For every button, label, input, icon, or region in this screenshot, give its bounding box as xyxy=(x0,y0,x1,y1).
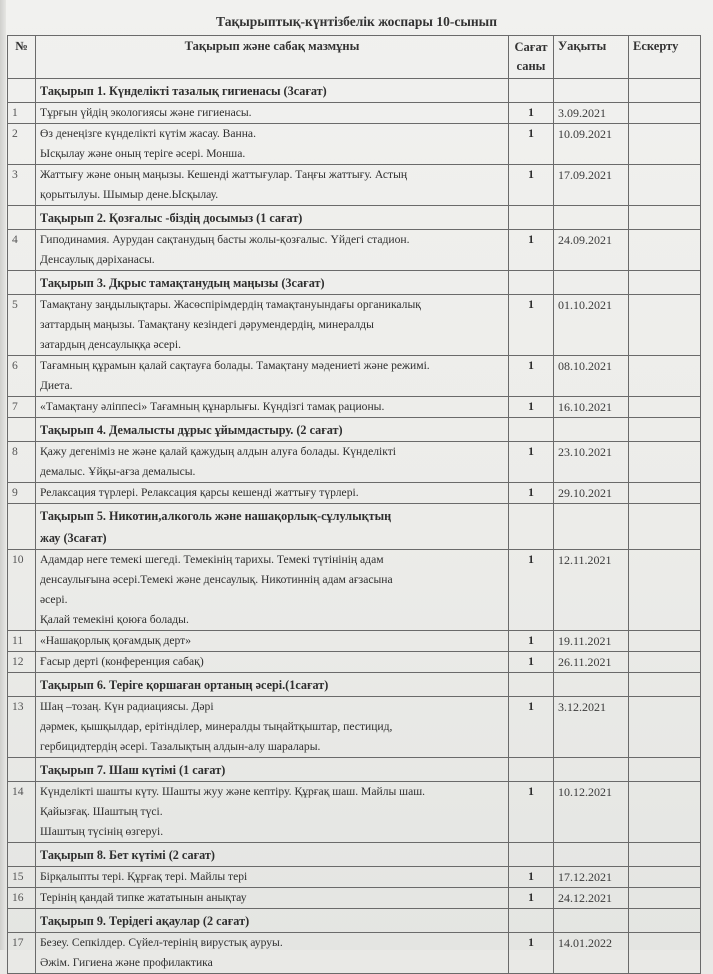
section-hours-cell xyxy=(509,418,554,442)
lesson-hours: 1 xyxy=(509,230,554,271)
lesson-number: 8 xyxy=(8,442,36,483)
section-hours-cell xyxy=(509,79,554,103)
lesson-topic-line: заттардың маңызы. Тамақтану кезіндегі дәрумендердің, минералды xyxy=(40,318,374,331)
lesson-number: 4 xyxy=(8,230,36,271)
lesson-note xyxy=(629,933,701,974)
lesson-row xyxy=(8,697,701,758)
lesson-note xyxy=(629,782,701,843)
lesson-row xyxy=(8,397,701,418)
lesson-topic xyxy=(36,295,509,356)
document-title: Тақырыптық-күнтізбелік жоспары 10-сынып xyxy=(216,14,497,29)
section-num-cell xyxy=(8,271,36,295)
lesson-row xyxy=(8,442,701,483)
lesson-topic-line: Релаксация түрлері. Релаксация қарсы кешенді жаттығу түрлері. xyxy=(40,486,359,499)
lesson-number: 5 xyxy=(8,295,36,356)
lesson-date: 3.09.2021 xyxy=(554,103,629,124)
section-num-cell xyxy=(8,79,36,103)
section-note-cell xyxy=(629,206,701,230)
section-date-cell xyxy=(554,206,629,230)
lesson-topic-line: әсері. xyxy=(40,593,68,606)
section-title-cell xyxy=(36,79,509,103)
section-row xyxy=(8,271,701,295)
section-date-cell xyxy=(554,758,629,782)
header-date: Уақыты xyxy=(554,36,629,79)
section-hours-cell xyxy=(509,504,554,550)
section-title: Тақырып 2. Қозғалыс -біздің досымыз (1 сағат) xyxy=(40,211,303,225)
lesson-row xyxy=(8,124,701,165)
lesson-note xyxy=(629,124,701,165)
section-row xyxy=(8,909,701,933)
section-hours-cell xyxy=(509,843,554,867)
lesson-note xyxy=(629,103,701,124)
section-title: Тақырып 1. Күнделікті тазалық гигиенасы (3сағат) xyxy=(40,84,327,98)
lesson-topic-line: гербицидтердің әсері. Тазалықтың алдын-алу шаралары. xyxy=(40,740,321,753)
lesson-topic-line: Ғасыр дерті (конференция сабақ) xyxy=(40,655,204,668)
section-row xyxy=(8,206,701,230)
lesson-topic-line: Жаттығу және оның маңызы. Кешенді жаттығулар. Таңғы жаттығу. Астың xyxy=(40,168,408,181)
lesson-row xyxy=(8,550,701,631)
lesson-topic xyxy=(36,697,509,758)
lesson-topic-line: Күнделікті шашты күту. Шашты жуу және кептіру. Құрғақ шаш. Майлы шаш. xyxy=(40,785,426,798)
lesson-topic-line: Адамдар неге темекі шегеді. Темекінің тарихы. Темекі түтінінің адам xyxy=(40,553,384,566)
lesson-topic xyxy=(36,230,509,271)
section-title: Тақырып 6. Теріге қоршаған ортаның әсері.(1сағат) xyxy=(40,678,329,692)
section-hours-cell xyxy=(509,206,554,230)
section-title-cell xyxy=(36,909,509,933)
section-hours-cell xyxy=(509,758,554,782)
lesson-number: 11 xyxy=(8,631,36,652)
section-row xyxy=(8,418,701,442)
section-date-cell xyxy=(554,843,629,867)
thematic-plan-table xyxy=(7,35,701,974)
lesson-hours: 1 xyxy=(509,697,554,758)
lesson-number: 2 xyxy=(8,124,36,165)
lesson-topic xyxy=(36,652,509,673)
lesson-number: 1 xyxy=(8,103,36,124)
section-title: Тақырып 7. Шаш күтімі (1 сағат) xyxy=(40,763,226,777)
lesson-number: 3 xyxy=(8,165,36,206)
section-date-cell xyxy=(554,79,629,103)
lesson-note xyxy=(629,165,701,206)
lesson-hours: 1 xyxy=(509,782,554,843)
lesson-date: 23.10.2021 xyxy=(554,442,629,483)
lesson-number: 10 xyxy=(8,550,36,631)
lesson-number: 17 xyxy=(8,933,36,974)
lesson-note xyxy=(629,442,701,483)
lesson-hours: 1 xyxy=(509,397,554,418)
lesson-topic-line: затардың денсаулыққа әсері. xyxy=(40,338,181,351)
lesson-number: 6 xyxy=(8,356,36,397)
section-num-cell xyxy=(8,418,36,442)
lesson-hours: 1 xyxy=(509,356,554,397)
lesson-topic-line: Шаң –тозаң. Күн радиациясы. Дәрі xyxy=(40,700,214,713)
lesson-hours: 1 xyxy=(509,165,554,206)
section-title: Тақырып 3. Дқрыс тамақтанудың маңызы (3сағат) xyxy=(40,276,325,290)
section-title: Тақырып 9. Терідегі ақаулар (2 сағат) xyxy=(40,914,250,928)
section-note-cell xyxy=(629,909,701,933)
section-title-cell xyxy=(36,504,509,550)
lesson-date: 19.11.2021 xyxy=(554,631,629,652)
lesson-note xyxy=(629,631,701,652)
lesson-date: 26.11.2021 xyxy=(554,652,629,673)
lesson-date: 24.12.2021 xyxy=(554,888,629,909)
lesson-topic xyxy=(36,888,509,909)
section-hours-cell xyxy=(509,673,554,697)
lesson-hours: 1 xyxy=(509,631,554,652)
lesson-topic-line: Қайызғақ. Шаштың түсі. xyxy=(40,805,163,818)
section-note-cell xyxy=(629,673,701,697)
section-date-cell xyxy=(554,909,629,933)
section-num-cell xyxy=(8,843,36,867)
lesson-topic-line: Тағамның құрамын қалай сақтауға болады. Тамақтану мәдениеті және режимі. xyxy=(40,359,430,372)
section-row xyxy=(8,758,701,782)
lesson-topic xyxy=(36,356,509,397)
lesson-date: 01.10.2021 xyxy=(554,295,629,356)
lesson-date: 10.09.2021 xyxy=(554,124,629,165)
lesson-topic-line: Диета. xyxy=(40,379,73,392)
section-row xyxy=(8,79,701,103)
lesson-number: 9 xyxy=(8,483,36,504)
section-date-cell xyxy=(554,673,629,697)
section-row xyxy=(8,504,701,550)
lesson-topic-line: дәрмек, қышқылдар, ерітінділер, минералды тыңайтқыштар, пестицид, xyxy=(40,720,393,733)
lesson-topic xyxy=(36,631,509,652)
lesson-note xyxy=(629,483,701,504)
section-hours-cell xyxy=(509,271,554,295)
section-date-cell xyxy=(554,504,629,550)
lesson-row xyxy=(8,295,701,356)
lesson-topic-line: «Тамақтану әліппесі» Тағамның құнарлығы. Күндізгі тамақ рационы. xyxy=(40,400,385,413)
lesson-topic xyxy=(36,442,509,483)
lesson-hours: 1 xyxy=(509,295,554,356)
lesson-number: 12 xyxy=(8,652,36,673)
lesson-note xyxy=(629,888,701,909)
lesson-row xyxy=(8,933,701,974)
lesson-topic xyxy=(36,782,509,843)
lesson-topic xyxy=(36,165,509,206)
lesson-note xyxy=(629,867,701,888)
section-note-cell xyxy=(629,758,701,782)
header-hours xyxy=(509,36,554,79)
lesson-topic-line: Қажу дегеніміз не және қалай қажудың алдын алуға болады. Күнделікті xyxy=(40,445,397,458)
section-date-cell xyxy=(554,271,629,295)
lesson-topic xyxy=(36,867,509,888)
lesson-date: 3.12.2021 xyxy=(554,697,629,758)
lesson-topic xyxy=(36,550,509,631)
header-hours-line1: Сағат xyxy=(514,40,548,54)
lesson-hours: 1 xyxy=(509,124,554,165)
lesson-topic xyxy=(36,933,509,974)
section-row xyxy=(8,843,701,867)
lesson-hours: 1 xyxy=(509,442,554,483)
lesson-date: 29.10.2021 xyxy=(554,483,629,504)
section-title-cell xyxy=(36,843,509,867)
lesson-row xyxy=(8,356,701,397)
lesson-date: 14.01.2022 xyxy=(554,933,629,974)
lesson-topic-line: қорытылуы. Шымыр дене.Ысқылау. xyxy=(40,188,219,201)
lesson-topic xyxy=(36,397,509,418)
lesson-row xyxy=(8,165,701,206)
lesson-row xyxy=(8,483,701,504)
lesson-topic xyxy=(36,124,509,165)
lesson-topic xyxy=(36,483,509,504)
lesson-topic-line: Өз денеңізге күнделікті күтім жасау. Ванна. xyxy=(40,127,256,140)
lesson-date: 24.09.2021 xyxy=(554,230,629,271)
lesson-note xyxy=(629,295,701,356)
lesson-number: 15 xyxy=(8,867,36,888)
lesson-topic-line: денсаулығына әсері.Темекі және денсаулық. Никотиннің адам ағзасына xyxy=(40,573,393,586)
lesson-hours: 1 xyxy=(509,550,554,631)
lesson-row xyxy=(8,103,701,124)
lesson-number: 14 xyxy=(8,782,36,843)
lesson-note xyxy=(629,230,701,271)
header-topic: Тақырып және сабақ мазмұны xyxy=(36,36,509,79)
header-num: № xyxy=(8,36,36,79)
lesson-note xyxy=(629,697,701,758)
lesson-hours: 1 xyxy=(509,483,554,504)
lesson-date: 17.12.2021 xyxy=(554,867,629,888)
section-hours-cell xyxy=(509,909,554,933)
lesson-topic-line: Ысқылау және оның теріге әсері. Монша. xyxy=(40,147,246,160)
section-num-cell xyxy=(8,673,36,697)
section-num-cell xyxy=(8,758,36,782)
section-title-cell xyxy=(36,418,509,442)
lesson-row xyxy=(8,888,701,909)
lesson-number: 13 xyxy=(8,697,36,758)
section-title-continued: жау (3сағат) xyxy=(40,531,107,545)
lesson-row xyxy=(8,230,701,271)
section-date-cell xyxy=(554,418,629,442)
lesson-note xyxy=(629,356,701,397)
section-title: Тақырып 8. Бет күтімі (2 сағат) xyxy=(40,848,215,862)
lesson-topic-line: «Нашақорлық қоғамдық дерт» xyxy=(40,634,192,647)
table-body xyxy=(8,79,701,974)
section-row xyxy=(8,673,701,697)
section-title: Тақырып 5. Никотин,алкоголь және нашақорлық-сұлулықтың xyxy=(40,509,392,523)
lesson-topic-line: Әжім. Гигиена және профилактика xyxy=(40,956,213,969)
section-title-cell xyxy=(36,673,509,697)
header-hours-line2: саны xyxy=(516,59,546,73)
section-note-cell xyxy=(629,418,701,442)
section-title-cell xyxy=(36,758,509,782)
page-edge-shadow xyxy=(0,0,6,950)
lesson-topic-line: Терінің қандай типке жататынын анықтау xyxy=(40,891,247,904)
lesson-topic-line: Қалай темекіні қоюға болады. xyxy=(40,613,189,626)
lesson-topic-line: Денсаулық дәріханасы. xyxy=(40,253,155,266)
lesson-topic xyxy=(36,103,509,124)
lesson-hours: 1 xyxy=(509,888,554,909)
lesson-date: 12.11.2021 xyxy=(554,550,629,631)
section-note-cell xyxy=(629,504,701,550)
lesson-row xyxy=(8,867,701,888)
lesson-row xyxy=(8,782,701,843)
lesson-date: 08.10.2021 xyxy=(554,356,629,397)
lesson-row xyxy=(8,652,701,673)
lesson-topic-line: демалыс. Ұйқы-ағза демалысы. xyxy=(40,465,196,478)
lesson-note xyxy=(629,397,701,418)
section-num-cell xyxy=(8,504,36,550)
lesson-number: 7 xyxy=(8,397,36,418)
lesson-note xyxy=(629,550,701,631)
lesson-topic-line: Шаштың түсінің өзгеруі. xyxy=(40,825,164,838)
lesson-hours: 1 xyxy=(509,867,554,888)
lesson-row xyxy=(8,631,701,652)
lesson-topic-line: Безеу. Сепкілдер. Сүйел-терінің вирустық ауруы. xyxy=(40,936,283,949)
lesson-date: 10.12.2021 xyxy=(554,782,629,843)
lesson-topic-line: Тамақтану заңдылықтары. Жасөспірімдердің тамақтануындағы органикалық xyxy=(40,298,421,311)
lesson-hours: 1 xyxy=(509,652,554,673)
lesson-hours: 1 xyxy=(509,103,554,124)
section-title-cell xyxy=(36,206,509,230)
section-note-cell xyxy=(629,79,701,103)
lesson-date: 17.09.2021 xyxy=(554,165,629,206)
lesson-topic-line: Гиподинамия. Аурудан сақтанудың басты жолы-қозғалыс. Үйдегі стадион. xyxy=(40,233,410,246)
section-num-cell xyxy=(8,909,36,933)
section-num-cell xyxy=(8,206,36,230)
lesson-topic-line: Бірқалыпты тері. Құрғақ тері. Майлы тері xyxy=(40,870,248,883)
lesson-hours: 1 xyxy=(509,933,554,974)
table-header-row xyxy=(8,36,701,79)
lesson-topic-line: Тұрғын үйдің экологиясы және гигиенасы. xyxy=(40,106,252,119)
lesson-date: 16.10.2021 xyxy=(554,397,629,418)
section-note-cell xyxy=(629,843,701,867)
section-title: Тақырып 4. Демалысты дұрыс ұйымдастыру. (2 сағат) xyxy=(40,423,343,437)
lesson-note xyxy=(629,652,701,673)
header-note: Ескерту xyxy=(629,36,701,79)
lesson-number: 16 xyxy=(8,888,36,909)
section-note-cell xyxy=(629,271,701,295)
section-title-cell xyxy=(36,271,509,295)
